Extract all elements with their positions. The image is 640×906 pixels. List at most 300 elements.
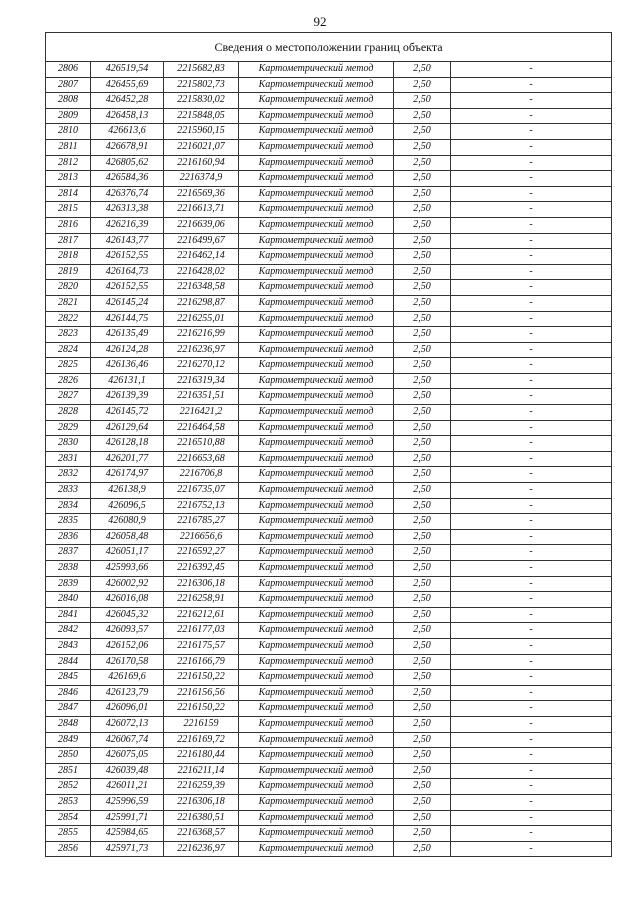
accuracy-cell: 2,50	[394, 779, 451, 795]
accuracy-cell: 2,50	[394, 623, 451, 639]
boundary-coordinates-table	[45, 32, 612, 857]
x-coordinate-cell: 426051,17	[91, 545, 164, 561]
x-coordinate-cell: 426170,58	[91, 654, 164, 670]
description-cell: -	[451, 670, 612, 686]
y-coordinate-cell: 2216180,44	[164, 748, 239, 764]
point-number-cell: 2843	[46, 638, 91, 654]
x-coordinate-cell: 426313,38	[91, 202, 164, 218]
method-cell: Картометрический метод	[239, 732, 394, 748]
method-cell: Картометрический метод	[239, 389, 394, 405]
method-cell: Картометрический метод	[239, 716, 394, 732]
y-coordinate-cell: 2216270,12	[164, 358, 239, 374]
point-number-cell: 2806	[46, 62, 91, 78]
method-cell: Картометрический метод	[239, 217, 394, 233]
table-row	[46, 342, 612, 358]
description-cell: -	[451, 716, 612, 732]
point-number-cell: 2829	[46, 420, 91, 436]
method-cell: Картометрический метод	[239, 514, 394, 530]
description-cell: -	[451, 420, 612, 436]
table-row	[46, 467, 612, 483]
method-cell: Картометрический метод	[239, 233, 394, 249]
accuracy-cell: 2,50	[394, 436, 451, 452]
description-cell: -	[451, 405, 612, 421]
method-cell: Картометрический метод	[239, 171, 394, 187]
description-cell: -	[451, 327, 612, 343]
table-row	[46, 436, 612, 452]
x-coordinate-cell: 426152,55	[91, 249, 164, 265]
x-coordinate-cell: 426131,1	[91, 373, 164, 389]
x-coordinate-cell: 425991,71	[91, 810, 164, 826]
x-coordinate-cell: 426145,72	[91, 405, 164, 421]
x-coordinate-cell: 426058,48	[91, 529, 164, 545]
y-coordinate-cell: 2216177,03	[164, 623, 239, 639]
description-cell: -	[451, 638, 612, 654]
x-coordinate-cell: 426039,48	[91, 763, 164, 779]
table-row	[46, 186, 612, 202]
accuracy-cell: 2,50	[394, 841, 451, 857]
accuracy-cell: 2,50	[394, 826, 451, 842]
y-coordinate-cell: 2216159	[164, 716, 239, 732]
y-coordinate-cell: 2216639,06	[164, 217, 239, 233]
method-cell: Картометрический метод	[239, 685, 394, 701]
y-coordinate-cell: 2216175,57	[164, 638, 239, 654]
y-coordinate-cell: 2216569,36	[164, 186, 239, 202]
accuracy-cell: 2,50	[394, 186, 451, 202]
table-row	[46, 529, 612, 545]
point-number-cell: 2808	[46, 93, 91, 109]
accuracy-cell: 2,50	[394, 701, 451, 717]
x-coordinate-cell: 426045,32	[91, 607, 164, 623]
x-coordinate-cell: 426169,6	[91, 670, 164, 686]
table-row	[46, 327, 612, 343]
method-cell: Картометрический метод	[239, 62, 394, 78]
description-cell: -	[451, 389, 612, 405]
point-number-cell: 2809	[46, 108, 91, 124]
y-coordinate-cell: 2216785,27	[164, 514, 239, 530]
x-coordinate-cell: 426216,39	[91, 217, 164, 233]
table-row	[46, 545, 612, 561]
table-row	[46, 155, 612, 171]
x-coordinate-cell: 426174,97	[91, 467, 164, 483]
x-coordinate-cell: 426129,64	[91, 420, 164, 436]
point-number-cell: 2835	[46, 514, 91, 530]
x-coordinate-cell: 426002,92	[91, 576, 164, 592]
point-number-cell: 2819	[46, 264, 91, 280]
table-row	[46, 701, 612, 717]
accuracy-cell: 2,50	[394, 249, 451, 265]
description-cell: -	[451, 685, 612, 701]
accuracy-cell: 2,50	[394, 763, 451, 779]
description-cell: -	[451, 498, 612, 514]
x-coordinate-cell: 426144,75	[91, 311, 164, 327]
accuracy-cell: 2,50	[394, 124, 451, 140]
description-cell: -	[451, 171, 612, 187]
y-coordinate-cell: 2216752,13	[164, 498, 239, 514]
description-cell: -	[451, 654, 612, 670]
method-cell: Картометрический метод	[239, 701, 394, 717]
accuracy-cell: 2,50	[394, 529, 451, 545]
x-coordinate-cell: 426201,77	[91, 451, 164, 467]
accuracy-cell: 2,50	[394, 311, 451, 327]
table-row	[46, 373, 612, 389]
table-row	[46, 576, 612, 592]
method-cell: Картометрический метод	[239, 280, 394, 296]
accuracy-cell: 2,50	[394, 93, 451, 109]
method-cell: Картометрический метод	[239, 841, 394, 857]
x-coordinate-cell: 425971,73	[91, 841, 164, 857]
accuracy-cell: 2,50	[394, 420, 451, 436]
point-number-cell: 2812	[46, 155, 91, 171]
table-row	[46, 748, 612, 764]
x-coordinate-cell: 426075,05	[91, 748, 164, 764]
x-coordinate-cell: 426135,49	[91, 327, 164, 343]
x-coordinate-cell: 426072,13	[91, 716, 164, 732]
point-number-cell: 2847	[46, 701, 91, 717]
description-cell: -	[451, 576, 612, 592]
method-cell: Картометрический метод	[239, 623, 394, 639]
method-cell: Картометрический метод	[239, 77, 394, 93]
y-coordinate-cell: 2216216,99	[164, 327, 239, 343]
point-number-cell: 2810	[46, 124, 91, 140]
x-coordinate-cell: 426096,01	[91, 701, 164, 717]
table-row	[46, 108, 612, 124]
table-row	[46, 311, 612, 327]
y-coordinate-cell: 2216656,6	[164, 529, 239, 545]
accuracy-cell: 2,50	[394, 794, 451, 810]
y-coordinate-cell: 2216166,79	[164, 654, 239, 670]
x-coordinate-cell: 426678,91	[91, 139, 164, 155]
accuracy-cell: 2,50	[394, 108, 451, 124]
accuracy-cell: 2,50	[394, 685, 451, 701]
point-number-cell: 2813	[46, 171, 91, 187]
y-coordinate-cell: 2216348,58	[164, 280, 239, 296]
y-coordinate-cell: 2216150,22	[164, 701, 239, 717]
x-coordinate-cell: 426584,36	[91, 171, 164, 187]
accuracy-cell: 2,50	[394, 654, 451, 670]
description-cell: -	[451, 62, 612, 78]
method-cell: Картометрический метод	[239, 93, 394, 109]
x-coordinate-cell: 426143,77	[91, 233, 164, 249]
point-number-cell: 2853	[46, 794, 91, 810]
point-number-cell: 2816	[46, 217, 91, 233]
accuracy-cell: 2,50	[394, 732, 451, 748]
y-coordinate-cell: 2216428,02	[164, 264, 239, 280]
description-cell: -	[451, 545, 612, 561]
method-cell: Картометрический метод	[239, 592, 394, 608]
y-coordinate-cell: 2216150,22	[164, 670, 239, 686]
method-cell: Картометрический метод	[239, 670, 394, 686]
point-number-cell: 2839	[46, 576, 91, 592]
method-cell: Картометрический метод	[239, 810, 394, 826]
x-coordinate-cell: 426124,28	[91, 342, 164, 358]
table-row	[46, 779, 612, 795]
table-row	[46, 607, 612, 623]
accuracy-cell: 2,50	[394, 810, 451, 826]
y-coordinate-cell: 2216351,51	[164, 389, 239, 405]
description-cell: -	[451, 93, 612, 109]
description-cell: -	[451, 311, 612, 327]
y-coordinate-cell: 2216236,97	[164, 342, 239, 358]
accuracy-cell: 2,50	[394, 373, 451, 389]
y-coordinate-cell: 2216021,07	[164, 139, 239, 155]
point-number-cell: 2824	[46, 342, 91, 358]
point-number-cell: 2838	[46, 561, 91, 577]
x-coordinate-cell: 426455,69	[91, 77, 164, 93]
table-row	[46, 420, 612, 436]
table-row	[46, 623, 612, 639]
method-cell: Картометрический метод	[239, 638, 394, 654]
y-coordinate-cell: 2216169,72	[164, 732, 239, 748]
description-cell: -	[451, 124, 612, 140]
method-cell: Картометрический метод	[239, 108, 394, 124]
point-number-cell: 2852	[46, 779, 91, 795]
point-number-cell: 2826	[46, 373, 91, 389]
point-number-cell: 2832	[46, 467, 91, 483]
point-number-cell: 2807	[46, 77, 91, 93]
point-number-cell: 2825	[46, 358, 91, 374]
x-coordinate-cell: 426067,74	[91, 732, 164, 748]
table-row	[46, 716, 612, 732]
description-cell: -	[451, 139, 612, 155]
method-cell: Картометрический метод	[239, 436, 394, 452]
point-number-cell: 2830	[46, 436, 91, 452]
y-coordinate-cell: 2216592,27	[164, 545, 239, 561]
description-cell: -	[451, 794, 612, 810]
table-row	[46, 93, 612, 109]
y-coordinate-cell: 2215802,73	[164, 77, 239, 93]
table-row	[46, 451, 612, 467]
point-number-cell: 2821	[46, 295, 91, 311]
x-coordinate-cell: 426096,5	[91, 498, 164, 514]
accuracy-cell: 2,50	[394, 638, 451, 654]
point-number-cell: 2851	[46, 763, 91, 779]
point-number-cell: 2840	[46, 592, 91, 608]
accuracy-cell: 2,50	[394, 171, 451, 187]
y-coordinate-cell: 2216368,57	[164, 826, 239, 842]
accuracy-cell: 2,50	[394, 155, 451, 171]
method-cell: Картометрический метод	[239, 763, 394, 779]
description-cell: -	[451, 264, 612, 280]
description-cell: -	[451, 451, 612, 467]
accuracy-cell: 2,50	[394, 264, 451, 280]
point-number-cell: 2817	[46, 233, 91, 249]
table-row	[46, 171, 612, 187]
x-coordinate-cell: 426080,9	[91, 514, 164, 530]
description-cell: -	[451, 342, 612, 358]
y-coordinate-cell: 2216735,07	[164, 483, 239, 499]
method-cell: Картометрический метод	[239, 498, 394, 514]
table-row	[46, 217, 612, 233]
description-cell: -	[451, 295, 612, 311]
y-coordinate-cell: 2216211,14	[164, 763, 239, 779]
method-cell: Картометрический метод	[239, 779, 394, 795]
point-number-cell: 2842	[46, 623, 91, 639]
accuracy-cell: 2,50	[394, 498, 451, 514]
point-number-cell: 2815	[46, 202, 91, 218]
point-number-cell: 2848	[46, 716, 91, 732]
table-row	[46, 202, 612, 218]
description-cell: -	[451, 436, 612, 452]
point-number-cell: 2822	[46, 311, 91, 327]
accuracy-cell: 2,50	[394, 592, 451, 608]
accuracy-cell: 2,50	[394, 716, 451, 732]
accuracy-cell: 2,50	[394, 748, 451, 764]
method-cell: Картометрический метод	[239, 654, 394, 670]
table-row	[46, 561, 612, 577]
description-cell: -	[451, 529, 612, 545]
y-coordinate-cell: 2216298,87	[164, 295, 239, 311]
y-coordinate-cell: 2215960,15	[164, 124, 239, 140]
y-coordinate-cell: 2216510,88	[164, 436, 239, 452]
method-cell: Картометрический метод	[239, 186, 394, 202]
y-coordinate-cell: 2215848,05	[164, 108, 239, 124]
description-cell: -	[451, 748, 612, 764]
description-cell: -	[451, 779, 612, 795]
accuracy-cell: 2,50	[394, 139, 451, 155]
y-coordinate-cell: 2216255,01	[164, 311, 239, 327]
x-coordinate-cell: 425996,59	[91, 794, 164, 810]
accuracy-cell: 2,50	[394, 514, 451, 530]
description-cell: -	[451, 514, 612, 530]
accuracy-cell: 2,50	[394, 670, 451, 686]
y-coordinate-cell: 2216156,56	[164, 685, 239, 701]
point-number-cell: 2833	[46, 483, 91, 499]
method-cell: Картометрический метод	[239, 826, 394, 842]
table-row	[46, 638, 612, 654]
method-cell: Картометрический метод	[239, 342, 394, 358]
description-cell: -	[451, 467, 612, 483]
y-coordinate-cell: 2216499,67	[164, 233, 239, 249]
point-number-cell: 2846	[46, 685, 91, 701]
point-number-cell: 2827	[46, 389, 91, 405]
table-row	[46, 249, 612, 265]
accuracy-cell: 2,50	[394, 62, 451, 78]
accuracy-cell: 2,50	[394, 405, 451, 421]
y-coordinate-cell: 2216380,51	[164, 810, 239, 826]
y-coordinate-cell: 2216259,39	[164, 779, 239, 795]
description-cell: -	[451, 607, 612, 623]
description-cell: -	[451, 233, 612, 249]
accuracy-cell: 2,50	[394, 202, 451, 218]
accuracy-cell: 2,50	[394, 389, 451, 405]
accuracy-cell: 2,50	[394, 77, 451, 93]
description-cell: -	[451, 763, 612, 779]
method-cell: Картометрический метод	[239, 529, 394, 545]
method-cell: Картометрический метод	[239, 451, 394, 467]
description-cell: -	[451, 358, 612, 374]
accuracy-cell: 2,50	[394, 483, 451, 499]
description-cell: -	[451, 732, 612, 748]
x-coordinate-cell: 426452,28	[91, 93, 164, 109]
y-coordinate-cell: 2215682,83	[164, 62, 239, 78]
point-number-cell: 2823	[46, 327, 91, 343]
x-coordinate-cell: 426128,18	[91, 436, 164, 452]
y-coordinate-cell: 2216306,18	[164, 794, 239, 810]
accuracy-cell: 2,50	[394, 561, 451, 577]
accuracy-cell: 2,50	[394, 467, 451, 483]
point-number-cell: 2849	[46, 732, 91, 748]
x-coordinate-cell: 425984,65	[91, 826, 164, 842]
table-row	[46, 826, 612, 842]
accuracy-cell: 2,50	[394, 545, 451, 561]
x-coordinate-cell: 426805,62	[91, 155, 164, 171]
table-row	[46, 763, 612, 779]
description-cell: -	[451, 561, 612, 577]
description-cell: -	[451, 155, 612, 171]
description-cell: -	[451, 810, 612, 826]
method-cell: Картометрический метод	[239, 794, 394, 810]
method-cell: Картометрический метод	[239, 373, 394, 389]
table-row	[46, 732, 612, 748]
point-number-cell: 2844	[46, 654, 91, 670]
table-row	[46, 810, 612, 826]
description-cell: -	[451, 108, 612, 124]
table-row	[46, 264, 612, 280]
method-cell: Картометрический метод	[239, 483, 394, 499]
table-row	[46, 685, 612, 701]
y-coordinate-cell: 2216258,91	[164, 592, 239, 608]
description-cell: -	[451, 623, 612, 639]
method-cell: Картометрический метод	[239, 561, 394, 577]
table-row	[46, 592, 612, 608]
method-cell: Картометрический метод	[239, 249, 394, 265]
table-row	[46, 295, 612, 311]
y-coordinate-cell: 2215830,02	[164, 93, 239, 109]
method-cell: Картометрический метод	[239, 467, 394, 483]
description-cell: -	[451, 77, 612, 93]
y-coordinate-cell: 2216462,14	[164, 249, 239, 265]
table-row	[46, 405, 612, 421]
accuracy-cell: 2,50	[394, 451, 451, 467]
table-title-row	[46, 33, 612, 62]
method-cell: Картометрический метод	[239, 139, 394, 155]
table-row	[46, 654, 612, 670]
x-coordinate-cell: 426152,55	[91, 280, 164, 296]
x-coordinate-cell: 426138,9	[91, 483, 164, 499]
accuracy-cell: 2,50	[394, 358, 451, 374]
accuracy-cell: 2,50	[394, 233, 451, 249]
table-row	[46, 139, 612, 155]
x-coordinate-cell: 425993,66	[91, 561, 164, 577]
method-cell: Картометрический метод	[239, 607, 394, 623]
description-cell: -	[451, 280, 612, 296]
method-cell: Картометрический метод	[239, 295, 394, 311]
x-coordinate-cell: 426136,46	[91, 358, 164, 374]
y-coordinate-cell: 2216236,97	[164, 841, 239, 857]
point-number-cell: 2836	[46, 529, 91, 545]
table-row	[46, 233, 612, 249]
x-coordinate-cell: 426458,13	[91, 108, 164, 124]
table-row	[46, 358, 612, 374]
description-cell: -	[451, 217, 612, 233]
method-cell: Картометрический метод	[239, 264, 394, 280]
method-cell: Картометрический метод	[239, 405, 394, 421]
description-cell: -	[451, 826, 612, 842]
method-cell: Картометрический метод	[239, 155, 394, 171]
method-cell: Картометрический метод	[239, 748, 394, 764]
point-number-cell: 2845	[46, 670, 91, 686]
x-coordinate-cell: 426139,39	[91, 389, 164, 405]
accuracy-cell: 2,50	[394, 295, 451, 311]
x-coordinate-cell: 426152,06	[91, 638, 164, 654]
point-number-cell: 2841	[46, 607, 91, 623]
y-coordinate-cell: 2216306,18	[164, 576, 239, 592]
accuracy-cell: 2,50	[394, 280, 451, 296]
table-row	[46, 62, 612, 78]
x-coordinate-cell: 426376,74	[91, 186, 164, 202]
description-cell: -	[451, 249, 612, 265]
point-number-cell: 2856	[46, 841, 91, 857]
